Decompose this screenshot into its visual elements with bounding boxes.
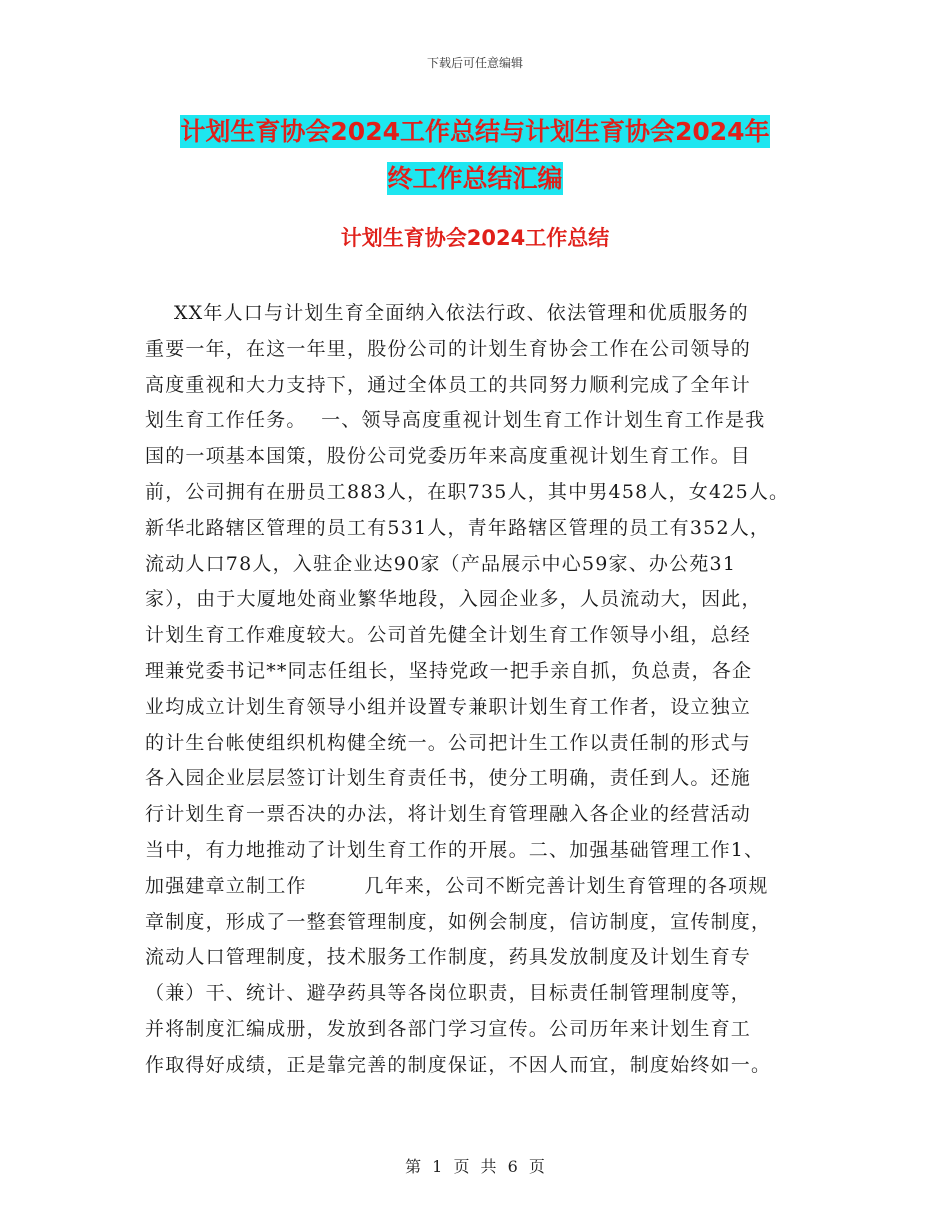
header-note: 下载后可任意编辑 (426, 56, 523, 70)
body-line: 国的一项基本国策，股份公司党委历年来高度重视计划生育工作。目 (145, 445, 752, 468)
body-line: 划生育工作任务。 一、领导高度重视计划生育工作计划生育工作是我 (145, 409, 766, 432)
body-line: 理兼党委书记**同志任组长，坚持党政一把手亲自抓，负总责，各企 (145, 659, 753, 682)
body-line: 的计生台帐使组织机构健全统一。公司把计生工作以责任制的形式与 (145, 731, 752, 754)
document-title-line-1: 计划生育协会2024工作总结与计划生育协会2024年 (180, 117, 770, 146)
section-title: 计划生育协会2024工作总结 (340, 226, 610, 250)
document-title-line-2: 终工作总结汇编 (387, 164, 563, 193)
body-line: 各入园企业层层签订计划生育责任书，使分工明确，责任到人。还施 (145, 767, 752, 790)
body-line: 前，公司拥有在册员工883人，在职735人，其中男458人，女425人。 (145, 480, 790, 503)
body-line: 业均成立计划生育领导小组并设置专兼职计划生育工作者，设立独立 (145, 695, 752, 718)
body-line: 流动人口管理制度，技术服务工作制度，药具发放制度及计划生育专 (145, 946, 752, 969)
body-text (145, 296, 825, 1084)
document-title (0, 108, 950, 202)
body-line: XX年人口与计划生育全面纳入依法行政、依法管理和优质服务的 (145, 302, 749, 324)
body-line: 高度重视和大力支持下，通过全体员工的共同努力顺利完成了全年计 (145, 373, 752, 396)
body-line: 重要一年，在这一年里，股份公司的计划生育协会工作在公司领导的 (145, 337, 752, 360)
body-line: 加强建章立制工作 几年来，公司不断完善计划生育管理的各项规 (145, 874, 769, 897)
body-line: 作取得好成绩，正是靠完善的制度保证，不因人而宜，制度始终如一。 (145, 1053, 772, 1076)
body-line: 并将制度汇编成册，发放到各部门学习宣传。公司历年来计划生育工 (145, 1017, 752, 1040)
body-line: 流动人口78人，入驻企业达90家（产品展示中心59家、办公苑31 (145, 552, 737, 575)
body-line: 当中，有力地推动了计划生育工作的开展。二、加强基础管理工作1、 (145, 838, 765, 861)
body-line: 计划生育工作难度较大。公司首先健全计划生育工作领导小组，总经 (145, 624, 752, 647)
body-line: 行计划生育一票否决的办法，将计划生育管理融入各企业的经营活动 (145, 803, 752, 826)
page-footer: 第 1 页 共 6 页 (405, 1157, 545, 1176)
body-line: （兼）干、统计、避孕药具等各岗位职责，目标责任制管理制度等， (145, 982, 752, 1005)
body-line: 章制度，形成了一整套管理制度，如例会制度，信访制度，宣传制度， (145, 910, 772, 933)
body-line: 新华北路辖区管理的员工有531人，青年路辖区管理的员工有352人， (145, 516, 771, 539)
body-line: 家），由于大厦地处商业繁华地段，入园企业多，人员流动大，因此， (145, 588, 762, 611)
